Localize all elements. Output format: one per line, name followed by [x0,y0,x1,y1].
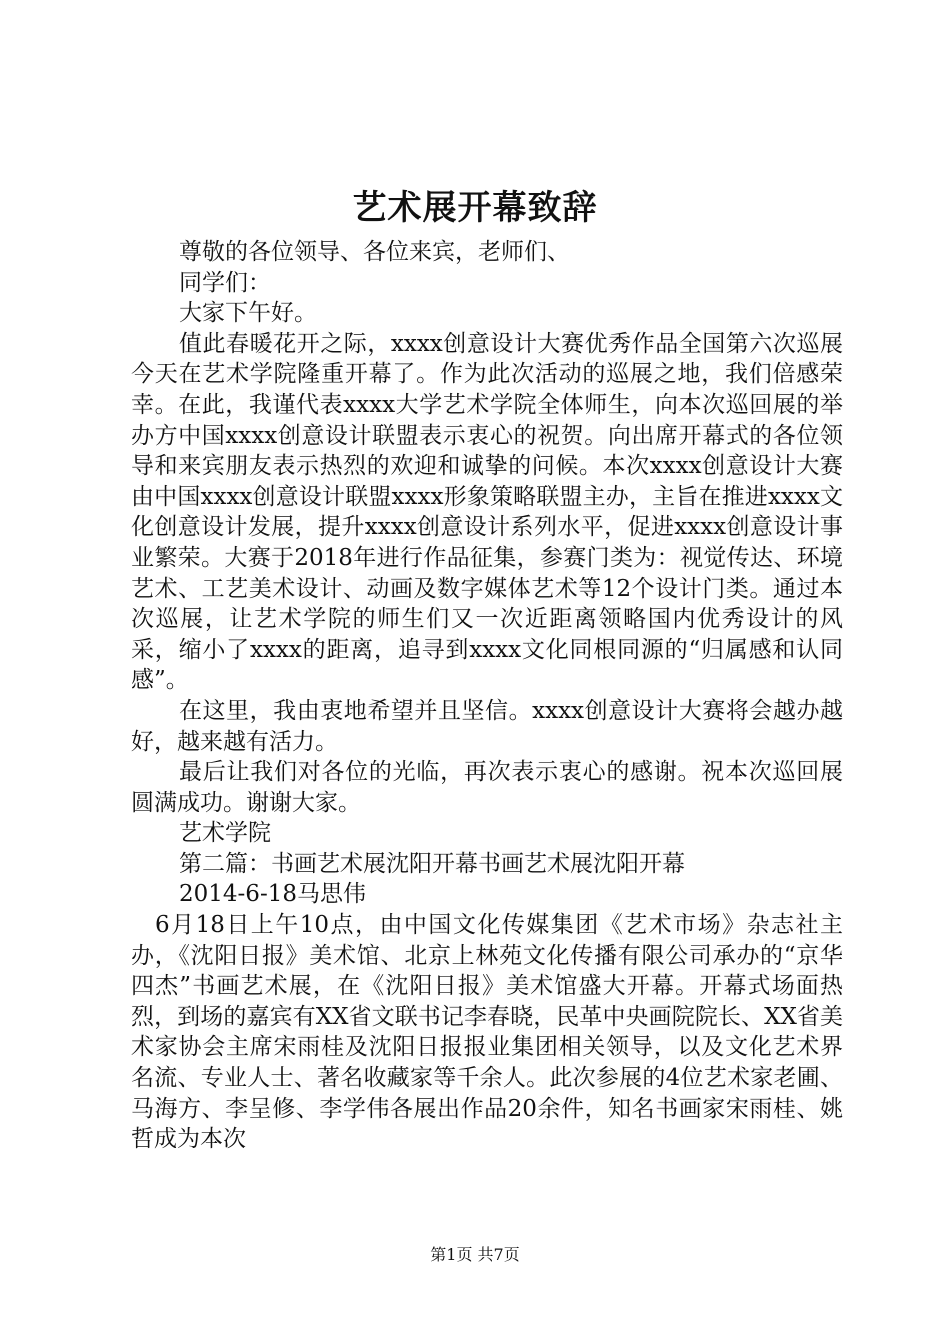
paragraph-wish: 在这里，我由衷地希望并且坚信。xxxx创意设计大赛将会越办越好，越来越有活力。 [131,697,843,755]
paragraph-news: 6月18日上午10点，由中国文化传媒集团《艺术市场》杂志社主办，《沈阳日报》美术馆、北京上林苑文化传播有限公司承办的“京华四杰”书画艺术展，在《沈阳日报》美术馆盛大开幕。开幕式场面热烈，到场的嘉宾有XX省文联书记李春晓，民革中央画院院长、XX省美术家协会主席宋雨桂及沈阳日报报业集团相关领导，以及文化艺术界名流、专业人士、著名收藏家等千余人。此次参展的4位艺术家老圃、马海方、李呈修、李学伟各展出作品20余件，知名书画家宋雨桂、姚哲成为本次 [131,912,843,1153]
salutation-line-2: 同学们： [179,269,271,296]
paragraph-opening: 值此春暖花开之际，xxxx创意设计大赛优秀作品全国第六次巡展今天在艺术学院隆重开幕了。作为此次活动的巡展之地，我们倍感荣幸。在此，我谨代表xxxx大学艺术学院全体师生，向本次巡回展的举办方中国xxxx创意设计联盟表示衷心的祝贺。向出席开幕式的各位领导和来宾朋友表示热烈的欢迎和诚挚的问候。本次xxxx创意设计大赛由中国xxxx创意设计联盟xxxx形象策略联盟主办，主旨在推进xxxx文化创意设计发展，提升xxxx创意设计系列水平，促进xxxx创意设计事业繁荣。大赛于2018年进行作品征集，参赛门类为：视觉传达、环境艺术、工艺美术设计、动画及数字媒体艺术等12个设计门类。通过本次巡展，让艺术学院的师生们又一次近距离领略国内优秀设计的风采，缩小了xxxx的距离，追寻到xxxx文化同根同源的“归属感和认同感”。 [131,330,843,694]
document-title: 艺术展开幕致辞 [352,188,598,228]
page-number: 第1页 共7页 [430,1245,520,1264]
greeting: 大家下午好。 [179,300,317,327]
byline: 2014-6-18马思伟 [179,881,366,908]
section-heading: 第二篇：书画艺术展沈阳开幕书画艺术展沈阳开幕 [179,850,685,877]
document-body [131,237,843,1155]
salutation-line-1: 尊敬的各位领导、各位来宾，老师们、 [179,239,570,265]
paragraph-thanks: 最后让我们对各位的光临，再次表示衷心的感谢。祝本次巡回展圆满成功。谢谢大家。 [131,759,843,816]
signature: 艺术学院 [179,820,271,847]
